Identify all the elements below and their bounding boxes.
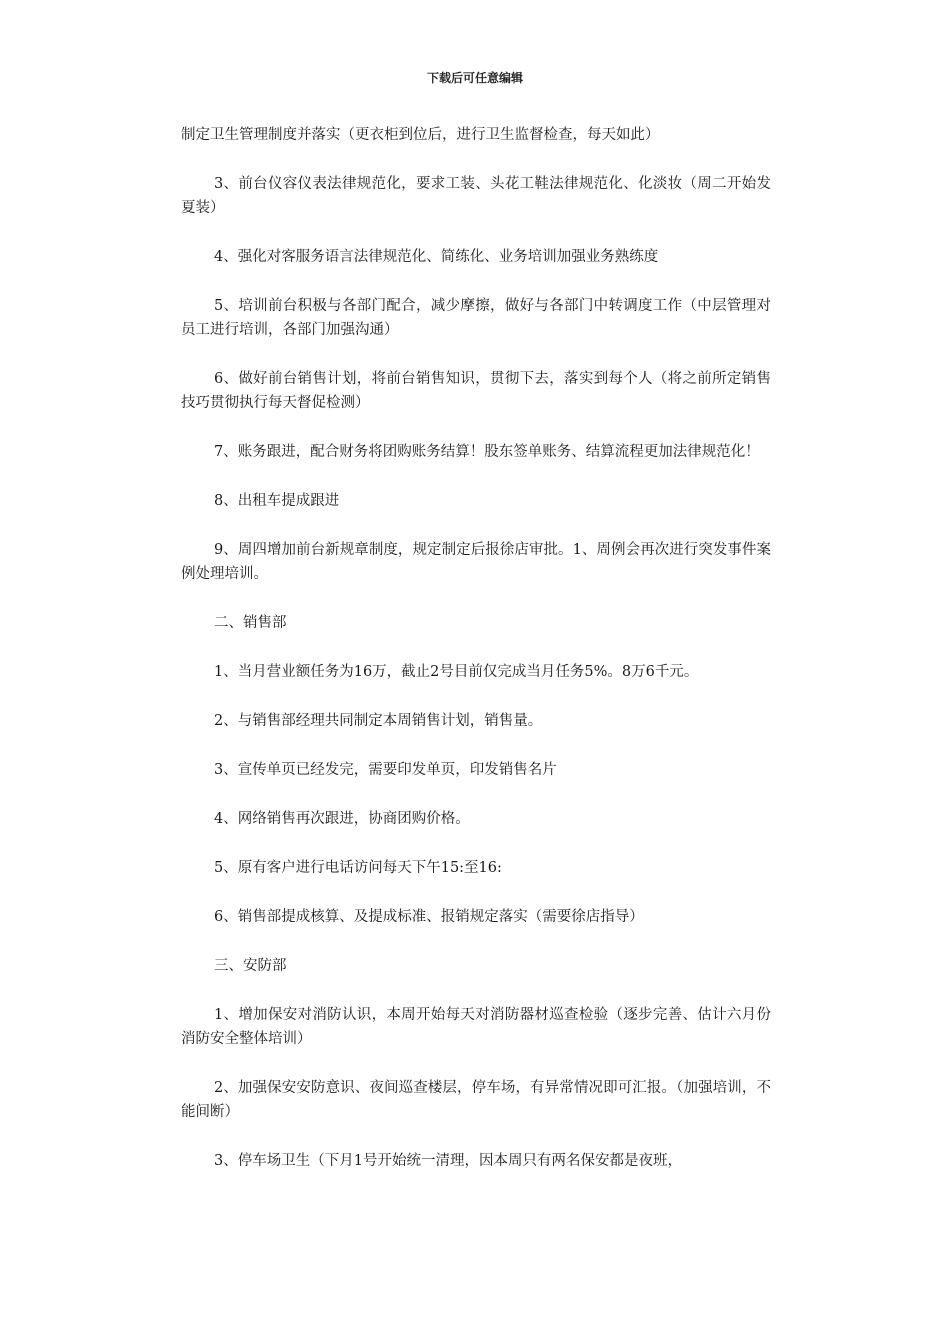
paragraph-weekly-sales-plan: 2、与销售部经理共同制定本周销售计划，销售量。: [214, 713, 543, 729]
paragraph-flyers: 3、宣传单页已经发完，需要印发单页，印发销售名片: [214, 762, 557, 778]
section-heading-sales: 二、销售部: [214, 615, 287, 631]
document-body: [181, 123, 771, 1198]
paragraph-front-desk-appearance: 3、前台仪容仪表法律规范化，要求工装、头花工鞋法律规范化、化淡妆（周二开始发夏装）: [181, 176, 771, 216]
paragraph-hygiene-rules: 制定卫生管理制度并落实（更衣柜到位后，进行卫生监督检查，每天如此）: [181, 127, 660, 143]
paragraph-fire-safety: 1、增加保安对消防认识，本周开始每天对消防器材巡查检验（逐步完善、估计六月份消防安全整体培训）: [181, 1007, 771, 1047]
paragraph-commission-accounting: 6、销售部提成核算、及提成标准、报销规定落实（需要徐店指导）: [214, 909, 644, 925]
paragraph-night-patrol: 2、加强保安安防意识、夜间巡查楼层，停车场，有异常情况即可汇报。（加强培训，不能间断）: [181, 1080, 771, 1120]
paragraph-parking-hygiene: 3、停车场卫生（下月1号开始统一清理，因本周只有两名保安都是夜班，: [214, 1153, 682, 1169]
page-header: 下载后可任意编辑: [426, 71, 523, 85]
paragraph-taxi-commission: 8、出租车提成跟进: [214, 493, 340, 509]
paragraph-sales-plan: 6、做好前台销售计划，将前台销售知识，贯彻下去，落实到每个人（将之前所定销售技巧贯彻执行每天督促检测）: [181, 371, 771, 411]
paragraph-revenue-target: 1、当月营业额任务为16万，截止2号目前仅完成当月任务5%。8万6千元。: [214, 664, 699, 680]
paragraph-department-cooperation: 5、培训前台积极与各部门配合，减少摩擦，做好与各部门中转调度工作（中层管理对员工进行培训，各部门加强沟通）: [181, 298, 771, 338]
paragraph-accounts: 7、账务跟进，配合财务将团购账务结算！股东签单账务、结算流程更加法律规范化！: [214, 444, 760, 460]
section-heading-security: 三、安防部: [214, 958, 287, 974]
paragraph-new-rules: 9、周四增加前台新规章制度，规定制定后报徐店审批。1、周例会再次进行突发事件案例处理培训。: [181, 542, 771, 582]
paragraph-online-sales: 4、网络销售再次跟进，协商团购价格。: [214, 811, 470, 827]
paragraph-service-language: 4、强化对客服务语言法律规范化、简练化、业务培训加强业务熟练度: [214, 249, 659, 265]
paragraph-phone-visits: 5、原有客户进行电话访问每天下午15:至16:: [214, 860, 502, 876]
